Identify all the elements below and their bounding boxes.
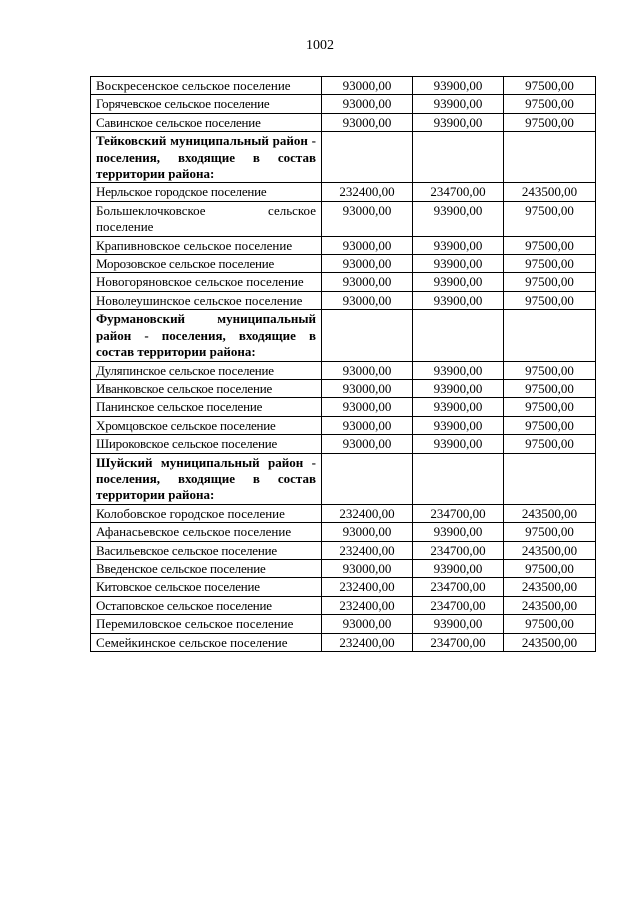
amount-cell-3: 97500,00 bbox=[504, 255, 596, 273]
district-heading-cell: Фурмановский муниципальный район - поселения, входящие в состав территории района: bbox=[91, 310, 322, 361]
amount-cell-3: 97500,00 bbox=[504, 113, 596, 131]
amount-cell-2: 93900,00 bbox=[413, 361, 504, 379]
settlement-name-cell: Перемиловское сельское поселение bbox=[91, 615, 322, 633]
amount-cell-1: 232400,00 bbox=[322, 633, 413, 651]
table-row bbox=[91, 201, 596, 236]
amount-cell-1: 232400,00 bbox=[322, 183, 413, 201]
amount-cell-3: 97500,00 bbox=[504, 95, 596, 113]
amount-cell-3: 243500,00 bbox=[504, 541, 596, 559]
amount-cell-1: 93000,00 bbox=[322, 559, 413, 577]
amount-cell-2: 93900,00 bbox=[413, 291, 504, 309]
amount-cell-2: 93900,00 bbox=[413, 95, 504, 113]
amount-cell-1: 93000,00 bbox=[322, 416, 413, 434]
district-heading-cell: Шуйский муниципальный район - поселения, входящие в состав территории района: bbox=[91, 453, 322, 504]
table-row bbox=[91, 236, 596, 254]
amount-cell-1: 93000,00 bbox=[322, 398, 413, 416]
table-row bbox=[91, 361, 596, 379]
amount-cell-3: 243500,00 bbox=[504, 633, 596, 651]
amount-cell-3 bbox=[504, 453, 596, 504]
table-row bbox=[91, 77, 596, 95]
amount-cell-2: 93900,00 bbox=[413, 416, 504, 434]
settlement-name-cell: Новолеушинское сельское поселение bbox=[91, 291, 322, 309]
table-row bbox=[91, 435, 596, 453]
amount-cell-1: 232400,00 bbox=[322, 578, 413, 596]
amount-cell-1: 93000,00 bbox=[322, 95, 413, 113]
amount-cell-3: 97500,00 bbox=[504, 77, 596, 95]
settlement-name-cell: Нерльское городское поселение bbox=[91, 183, 322, 201]
amount-cell-3: 97500,00 bbox=[504, 291, 596, 309]
amount-cell-2: 234700,00 bbox=[413, 578, 504, 596]
amount-cell-3: 97500,00 bbox=[504, 236, 596, 254]
settlement-name-cell: Горячевское сельское поселение bbox=[91, 95, 322, 113]
amount-cell-1 bbox=[322, 310, 413, 361]
amount-cell-3: 243500,00 bbox=[504, 504, 596, 522]
table-row bbox=[91, 523, 596, 541]
table-row bbox=[91, 633, 596, 651]
amount-cell-3: 97500,00 bbox=[504, 559, 596, 577]
amount-cell-2: 93900,00 bbox=[413, 255, 504, 273]
table-row bbox=[91, 559, 596, 577]
amount-cell-3: 97500,00 bbox=[504, 523, 596, 541]
amount-cell-1: 93000,00 bbox=[322, 236, 413, 254]
amount-cell-2 bbox=[413, 132, 504, 183]
amount-cell-2: 93900,00 bbox=[413, 559, 504, 577]
table-row bbox=[91, 416, 596, 434]
amount-cell-2: 93900,00 bbox=[413, 435, 504, 453]
amount-cell-1: 93000,00 bbox=[322, 615, 413, 633]
table-row bbox=[91, 379, 596, 397]
amount-cell-3: 243500,00 bbox=[504, 596, 596, 614]
amount-cell-1 bbox=[322, 453, 413, 504]
table-row bbox=[91, 95, 596, 113]
amount-cell-2: 93900,00 bbox=[413, 273, 504, 291]
amount-cell-3: 97500,00 bbox=[504, 361, 596, 379]
district-heading-cell: Тейковский муниципальный район - поселения, входящие в состав территории района: bbox=[91, 132, 322, 183]
table-row bbox=[91, 398, 596, 416]
amount-cell-3 bbox=[504, 132, 596, 183]
amount-cell-1: 93000,00 bbox=[322, 255, 413, 273]
amount-cell-2: 93900,00 bbox=[413, 523, 504, 541]
table-row bbox=[91, 504, 596, 522]
page-number: 1002 bbox=[306, 38, 334, 53]
amount-cell-1: 93000,00 bbox=[322, 201, 413, 236]
amount-cell-3 bbox=[504, 310, 596, 361]
amount-cell-2: 93900,00 bbox=[413, 113, 504, 131]
amount-cell-1: 93000,00 bbox=[322, 273, 413, 291]
settlement-name-cell: Дуляпинское сельское поселение bbox=[91, 361, 322, 379]
amount-cell-2: 93900,00 bbox=[413, 398, 504, 416]
amount-cell-3: 97500,00 bbox=[504, 273, 596, 291]
amount-cell-2: 93900,00 bbox=[413, 615, 504, 633]
amount-cell-2 bbox=[413, 453, 504, 504]
amount-cell-2 bbox=[413, 310, 504, 361]
amount-cell-3: 97500,00 bbox=[504, 435, 596, 453]
settlement-name-cell: Семейкинское сельское поселение bbox=[91, 633, 322, 651]
amount-cell-2: 93900,00 bbox=[413, 77, 504, 95]
table-row bbox=[91, 596, 596, 614]
amount-cell-2: 93900,00 bbox=[413, 201, 504, 236]
section-header-row bbox=[91, 310, 596, 361]
settlement-name-cell: Большеклочковское сельское поселение bbox=[91, 201, 322, 236]
amount-cell-2: 234700,00 bbox=[413, 183, 504, 201]
amount-cell-2: 93900,00 bbox=[413, 236, 504, 254]
table-row bbox=[91, 291, 596, 309]
settlement-name-cell: Широковское сельское поселение bbox=[91, 435, 322, 453]
amount-cell-3: 97500,00 bbox=[504, 398, 596, 416]
amount-cell-3: 97500,00 bbox=[504, 615, 596, 633]
settlement-name-cell: Морозовское сельское поселение bbox=[91, 255, 322, 273]
amount-cell-1: 93000,00 bbox=[322, 361, 413, 379]
table-row bbox=[91, 615, 596, 633]
section-header-row bbox=[91, 132, 596, 183]
amount-cell-1: 93000,00 bbox=[322, 291, 413, 309]
amount-cell-2: 234700,00 bbox=[413, 541, 504, 559]
amount-cell-1 bbox=[322, 132, 413, 183]
table-row bbox=[91, 183, 596, 201]
settlement-name-cell: Китовское сельское поселение bbox=[91, 578, 322, 596]
amount-cell-2: 93900,00 bbox=[413, 379, 504, 397]
table-row bbox=[91, 541, 596, 559]
settlement-name-cell: Савинское сельское поселение bbox=[91, 113, 322, 131]
amount-cell-1: 232400,00 bbox=[322, 504, 413, 522]
settlement-name-cell: Колобовское городское поселение bbox=[91, 504, 322, 522]
amount-cell-3: 97500,00 bbox=[504, 379, 596, 397]
settlement-name-cell: Воскресенское сельское поселение bbox=[91, 77, 322, 95]
settlement-name-cell: Иванковское сельское поселение bbox=[91, 379, 322, 397]
amount-cell-1: 93000,00 bbox=[322, 523, 413, 541]
table-row bbox=[91, 578, 596, 596]
table-row bbox=[91, 273, 596, 291]
settlement-name-cell: Крапивновское сельское поселение bbox=[91, 236, 322, 254]
settlement-name-cell: Панинское сельское поселение bbox=[91, 398, 322, 416]
settlement-name-cell: Новогоряновское сельское поселение bbox=[91, 273, 322, 291]
settlement-name-cell: Афанасьевское сельское поселение bbox=[91, 523, 322, 541]
amount-cell-2: 234700,00 bbox=[413, 633, 504, 651]
amount-cell-1: 93000,00 bbox=[322, 113, 413, 131]
amount-cell-1: 93000,00 bbox=[322, 379, 413, 397]
settlement-name-cell: Хромцовское сельское поселение bbox=[91, 416, 322, 434]
amount-cell-1: 93000,00 bbox=[322, 435, 413, 453]
amount-cell-3: 243500,00 bbox=[504, 578, 596, 596]
table-row bbox=[91, 113, 596, 131]
section-header-row bbox=[91, 453, 596, 504]
amount-cell-1: 93000,00 bbox=[322, 77, 413, 95]
settlement-name-cell: Остаповское сельское поселение bbox=[91, 596, 322, 614]
settlements-table bbox=[90, 76, 596, 652]
table-row bbox=[91, 255, 596, 273]
amount-cell-2: 234700,00 bbox=[413, 596, 504, 614]
amount-cell-2: 234700,00 bbox=[413, 504, 504, 522]
settlement-name-cell: Васильевское сельское поселение bbox=[91, 541, 322, 559]
amount-cell-3: 243500,00 bbox=[504, 183, 596, 201]
amount-cell-3: 97500,00 bbox=[504, 201, 596, 236]
table-body bbox=[91, 77, 596, 652]
amount-cell-1: 232400,00 bbox=[322, 541, 413, 559]
amount-cell-1: 232400,00 bbox=[322, 596, 413, 614]
settlement-name-cell: Введенское сельское поселение bbox=[91, 559, 322, 577]
amount-cell-3: 97500,00 bbox=[504, 416, 596, 434]
